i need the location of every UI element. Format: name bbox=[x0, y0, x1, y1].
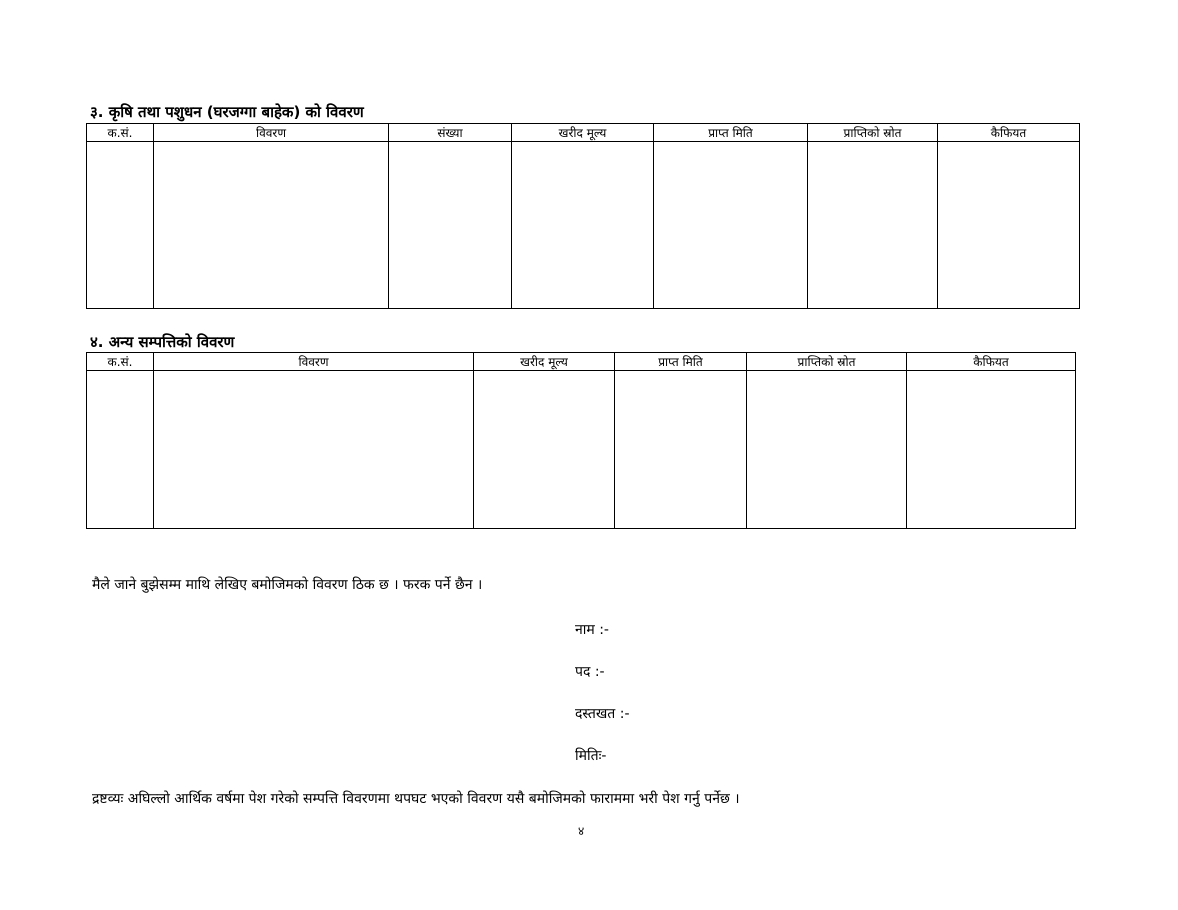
cell-acquired-date[interactable] bbox=[615, 371, 747, 529]
column-header-source: प्राप्तिको स्रोत bbox=[808, 124, 938, 142]
column-header-quantity: संख्या bbox=[389, 124, 512, 142]
table-row bbox=[87, 371, 1076, 529]
name-label: नाम :- bbox=[575, 622, 609, 638]
column-header-purchase-price: खरीद मूल्य bbox=[512, 124, 654, 142]
cell-serial[interactable] bbox=[87, 142, 154, 309]
cell-source[interactable] bbox=[808, 142, 938, 309]
date-label: मितिः- bbox=[575, 748, 607, 764]
column-header-acquired-date: प्राप्त मिति bbox=[654, 124, 808, 142]
column-header-remarks: कैफियत bbox=[938, 124, 1080, 142]
cell-purchase-price[interactable] bbox=[512, 142, 654, 309]
column-header-serial: क.सं. bbox=[87, 353, 154, 371]
column-header-description: विवरण bbox=[154, 353, 474, 371]
column-header-purchase-price: खरीद मूल्य bbox=[474, 353, 615, 371]
table-header-row bbox=[87, 124, 1080, 142]
other-assets-table bbox=[86, 352, 1076, 529]
cell-source[interactable] bbox=[747, 371, 907, 529]
table-header-row bbox=[87, 353, 1076, 371]
cell-purchase-price[interactable] bbox=[474, 371, 615, 529]
table-row bbox=[87, 142, 1080, 309]
column-header-remarks: कैफियत bbox=[907, 353, 1076, 371]
column-header-serial: क.सं. bbox=[87, 124, 154, 142]
cell-acquired-date[interactable] bbox=[654, 142, 808, 309]
cell-quantity[interactable] bbox=[389, 142, 512, 309]
post-label: पद :- bbox=[575, 664, 605, 680]
section-3-title: ३. कृषि तथा पशुधन (घरजग्गा बाहेक) को विवरण bbox=[90, 103, 364, 121]
signature-label: दस्तखत :- bbox=[575, 706, 630, 722]
declaration-text: मैले जाने बुझेसम्म माथि लेखिए बमोजिमको विवरण ठिक छ । फरक पर्ने छैन । bbox=[92, 577, 483, 593]
column-header-acquired-date: प्राप्त मिति bbox=[615, 353, 747, 371]
page-number: ४ bbox=[578, 824, 585, 838]
cell-remarks[interactable] bbox=[938, 142, 1080, 309]
cell-serial[interactable] bbox=[87, 371, 154, 529]
note-text: द्रष्टव्यः अघिल्लो आर्थिक वर्षमा पेश गरेको सम्पत्ति विवरणमा थपघट भएको विवरण यसै बमोजिमको फाराममा भरी पेश गर्नु पर्नेछ । bbox=[92, 791, 740, 807]
column-header-source: प्राप्तिको स्रोत bbox=[747, 353, 907, 371]
agriculture-livestock-table bbox=[86, 123, 1080, 309]
cell-description[interactable] bbox=[154, 371, 474, 529]
section-4-title: ४. अन्य सम्पत्तिको विवरण bbox=[90, 333, 235, 351]
cell-description[interactable] bbox=[154, 142, 389, 309]
cell-remarks[interactable] bbox=[907, 371, 1076, 529]
column-header-description: विवरण bbox=[154, 124, 389, 142]
